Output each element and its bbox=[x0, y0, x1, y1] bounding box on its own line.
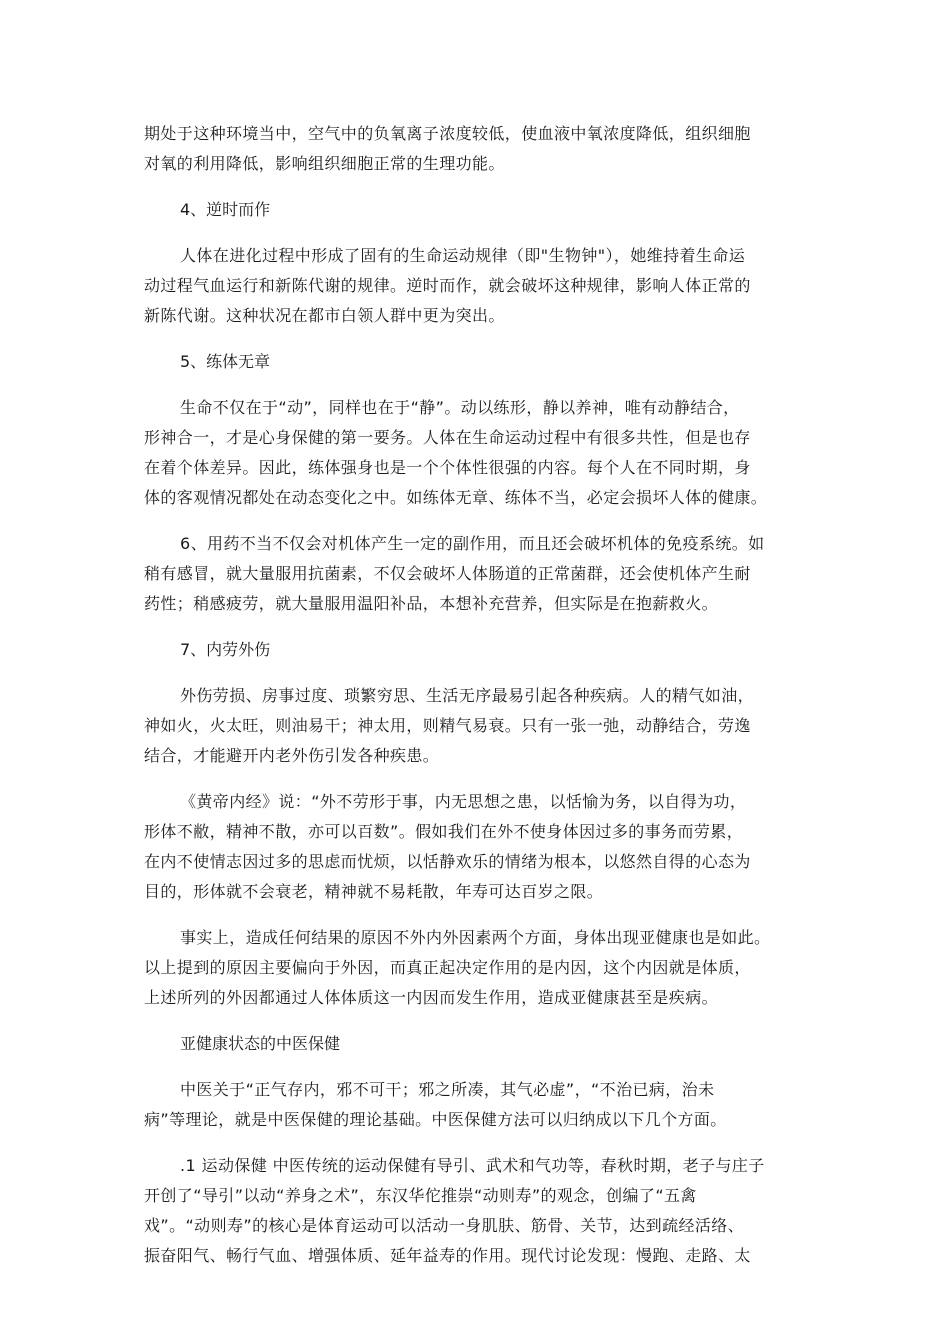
paragraph-exercise-care bbox=[144, 1151, 812, 1271]
paragraph-strain-causes bbox=[144, 681, 812, 771]
paragraph-internal-external-causes bbox=[144, 923, 812, 1013]
text-line: 在内不使情志因过多的思虑而忧烦，以恬静欢乐的情绪为根本，以悠然自得的心态为 bbox=[144, 852, 751, 871]
text-line: 生命不仅在于“动”，同样也在于“静”。动以练形，静以养神，唯有动静结合， bbox=[180, 398, 740, 417]
text-line: 形体不敝，精神不散，亦可以百数”。假如我们在外不使身体因过多的事务而劳累， bbox=[144, 822, 744, 841]
text-line: 病”等理论，就是中医保健的理论基础。中医保健方法可以归纳成以下几个方面。 bbox=[144, 1110, 727, 1129]
paragraph-medication bbox=[144, 529, 812, 619]
heading-against-time: 4、逆时而作 bbox=[180, 200, 271, 219]
text-line: 《黄帝内经》说：“外不劳形于事，内无思想之患，以恬愉为务，以自得为功， bbox=[180, 792, 747, 811]
text-line: 形神合一，才是心身保健的第一要务。人体在生命运动过程中有很多共性，但是也存 bbox=[144, 428, 751, 447]
text-line: 开创了“导引”以动“养身之术”，东汉华佗推崇“动则寿”的观念，创编了“五禽 bbox=[144, 1186, 697, 1205]
text-line: 人体在进化过程中形成了固有的生命运动规律（即"生物钟"），她维持着生命运 bbox=[180, 246, 746, 265]
text-line: 目的，形体就不会衰老，精神就不易耗散，年寿可达百岁之限。 bbox=[144, 882, 604, 901]
text-line: 中医关于“正气存内，邪不可干；邪之所凑，其气必虚”，“不治已病，治未 bbox=[180, 1080, 715, 1099]
text-line: 结合，才能避开内老外伤引发各种疾患。 bbox=[144, 746, 440, 765]
heading-internal-strain: 7、内劳外伤 bbox=[180, 640, 271, 659]
text-line: 在着个体差异。因此，练体强身也是一个个体性很强的内容。每个人在不同时期，身 bbox=[144, 458, 751, 477]
text-line: 药性；稍感疲劳，就大量服用温阳补品，本想补充营养，但实际是在抱薪救火。 bbox=[144, 594, 719, 613]
text-line: 新陈代谢。这种状况在都市白领人群中更为突出。 bbox=[144, 306, 505, 325]
paragraph-biological-clock bbox=[144, 241, 812, 331]
text-line: 以上提到的原因主要偏向于外因，而真正起决定作用的是内因，这个内因就是体质， bbox=[144, 958, 751, 977]
text-line: 振奋阳气、畅行气血、增强体质、延年益寿的作用。现代讨论发现：慢跑、走路、太 bbox=[144, 1246, 751, 1265]
paragraph-tcm-theory bbox=[144, 1075, 812, 1135]
paragraph-motion-stillness bbox=[144, 393, 812, 513]
text-line: 动过程气血运行和新陈代谢的规律。逆时而作，就会破坏这种规律，影响人体正常的 bbox=[144, 276, 751, 295]
text-line: .1 运动保健 中医传统的运动保健有导引、武术和气功等，春秋时期，老子与庄子 bbox=[180, 1156, 765, 1175]
text-line: 事实上，造成任何结果的原因不外内外因素两个方面，身体出现亚健康也是如此。 bbox=[180, 928, 771, 947]
heading-exercise-disorder: 5、练体无章 bbox=[180, 352, 271, 371]
paragraph-huangdi-neijing bbox=[144, 787, 812, 907]
text-line: 体的客观情况都处在动态变化之中。如练体无章、练体不当，必定会损坏人体的健康。 bbox=[144, 488, 768, 507]
text-line: 外伤劳损、房事过度、琐繁穷思、生活无序最易引起各种疾病。人的精气如油， bbox=[180, 686, 755, 705]
text-line: 上述所列的外因都通过人体体质这一内因而发生作用，造成亚健康甚至是疾病。 bbox=[144, 988, 719, 1007]
paragraph-environment bbox=[144, 119, 812, 179]
text-line: 期处于这种环境当中，空气中的负氧离子浓度较低，使血液中氧浓度降低，组织细胞 bbox=[144, 124, 751, 143]
text-line: 6、用药不当不仅会对机体产生一定的副作用，而且还会破坏机体的免疫系统。如 bbox=[180, 534, 765, 553]
document-body bbox=[144, 119, 812, 1271]
text-line: 神如火，火太旺，则油易干；神太用，则精气易衰。只有一张一弛，动静结合，劳逸 bbox=[144, 716, 751, 735]
text-line: 对氧的利用降低，影响组织细胞正常的生理功能。 bbox=[144, 154, 505, 173]
heading-tcm-care: 亚健康状态的中医保健 bbox=[180, 1034, 341, 1053]
text-line: 戏”。“动则寿”的核心是体育运动可以活动一身肌肤、筋骨、关节，达到疏经活络、 bbox=[144, 1216, 745, 1235]
text-line: 稍有感冒，就大量服用抗菌素，不仅会破坏人体肠道的正常菌群，还会使机体产生耐 bbox=[144, 564, 751, 583]
